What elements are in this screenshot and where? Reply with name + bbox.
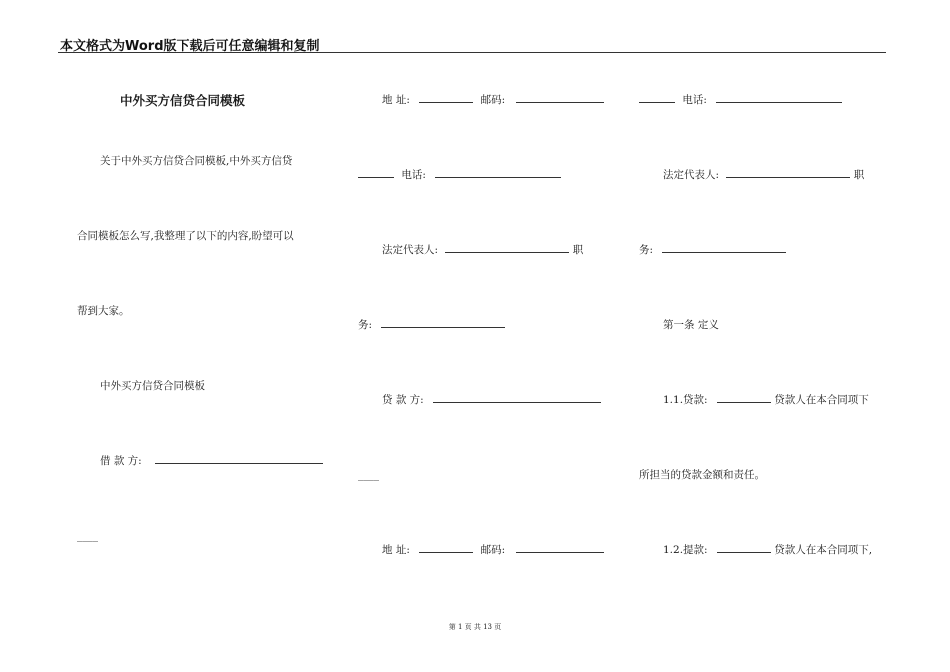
intro-line-2: 合同模板怎么写,我整理了以下的内容,盼望可以 <box>77 230 294 242</box>
phone-blank-2 <box>716 93 842 103</box>
borrower-address-line <box>382 93 604 107</box>
article-1-title: 第一条 定义 <box>663 319 719 331</box>
legal-rep-blank <box>445 243 569 253</box>
phone-label-2: 电话: <box>682 94 707 106</box>
position-label-start: 职 <box>572 244 584 256</box>
intro-line-3: 帮到大家。 <box>77 305 130 317</box>
definition-1-2 <box>663 543 872 557</box>
page-header: 本文格式为Word版下载后可任意编辑和复制 <box>60 39 320 54</box>
phone-prefix-blank <box>358 168 394 178</box>
lender-legal-rep-line <box>663 168 864 182</box>
address-blank-2 <box>419 543 473 553</box>
address-label: 地 址: <box>382 94 410 106</box>
address-label-2: 地 址: <box>382 544 410 556</box>
postal-label: 邮码: <box>480 94 506 106</box>
contract-subtitle: 中外买方信贷合同模板 <box>100 380 205 392</box>
lender-phone-line <box>639 93 842 107</box>
definition-1-1-text: 贷款人在本合同项下 <box>774 394 869 406</box>
position-label-end-2: 务: <box>639 244 654 256</box>
col1-trailing-blank: ____ <box>77 530 98 542</box>
position-label-start-2: 职 <box>853 169 865 181</box>
borrower-legal-rep-line <box>382 243 583 257</box>
borrower-position-line <box>358 318 505 332</box>
position-blank-2 <box>662 243 786 253</box>
header-divider <box>58 52 886 53</box>
definition-1-1-blank <box>717 393 771 403</box>
position-label-end: 务: <box>358 319 373 331</box>
legal-rep-label: 法定代表人: <box>382 244 439 256</box>
postal-label-2: 邮码: <box>480 544 506 556</box>
borrower-label: 借 款 方: <box>100 455 142 467</box>
phone-label: 电话: <box>401 169 426 181</box>
borrower-phone-line <box>358 168 561 182</box>
phone-prefix-blank-2 <box>639 93 675 103</box>
postal-blank <box>516 93 604 103</box>
page-footer: 第 1 页 共 13 页 <box>448 623 502 631</box>
definition-1-1-continued: 所担当的贷款金额和责任。 <box>639 469 765 481</box>
definition-1-1-prefix: 1.1.贷款: <box>663 394 708 406</box>
position-blank <box>381 318 505 328</box>
definition-1-2-prefix: 1.2.提款: <box>663 544 708 556</box>
borrower-line <box>100 454 323 468</box>
lender-address-line <box>382 543 604 557</box>
document-title: 中外买方信贷合同模板 <box>120 93 246 108</box>
borrower-blank <box>155 454 323 464</box>
definition-1-2-text: 贷款人在本合同项下, <box>774 544 873 556</box>
col2-trailing-blank: ____ <box>358 469 379 481</box>
postal-blank-2 <box>516 543 604 553</box>
legal-rep-blank-2 <box>726 168 850 178</box>
lender-position-line <box>639 243 786 257</box>
intro-line-1: 关于中外买方信贷合同模板,中外买方信贷 <box>100 155 293 167</box>
definition-1-2-blank <box>717 543 771 553</box>
lender-blank <box>433 393 601 403</box>
legal-rep-label-2: 法定代表人: <box>663 169 720 181</box>
lender-line <box>382 393 601 407</box>
lender-label: 贷 款 方: <box>382 394 424 406</box>
phone-blank <box>435 168 561 178</box>
address-blank <box>419 93 473 103</box>
definition-1-1 <box>663 393 869 407</box>
